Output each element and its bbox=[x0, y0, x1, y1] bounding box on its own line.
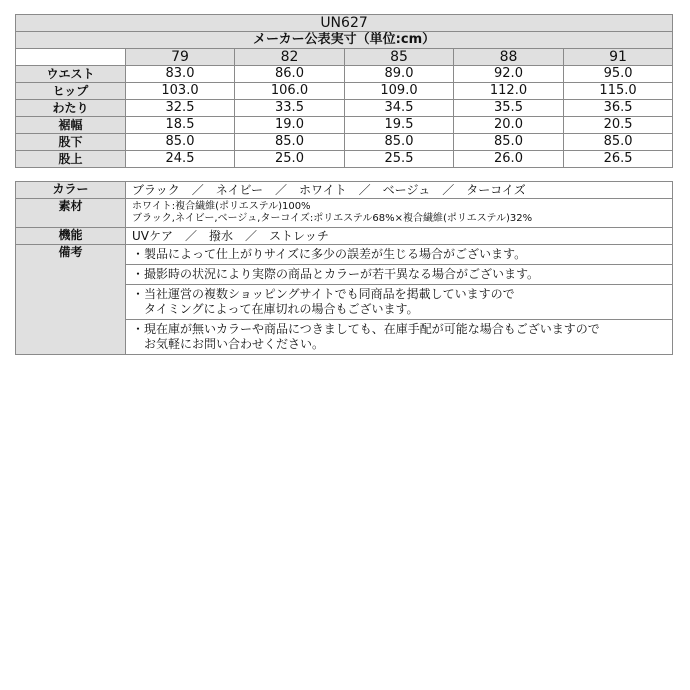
size-header: 85 bbox=[345, 49, 454, 66]
table-cell: 106.0 bbox=[235, 83, 345, 100]
row-label: ヒップ bbox=[16, 83, 126, 100]
function-value: UVケア ／ 撥水 ／ ストレッチ bbox=[126, 228, 673, 245]
material-line: ブラック,ネイビー,ベージュ,ターコイズ:ポリエステル68%×複合繊維(ポリエステル)32% bbox=[132, 213, 533, 224]
note-item bbox=[126, 285, 673, 320]
table-cell: 32.5 bbox=[126, 100, 235, 117]
table-row bbox=[16, 100, 673, 117]
table-cell: 92.0 bbox=[454, 66, 564, 83]
table-cell: 24.5 bbox=[126, 151, 235, 168]
table-cell: 26.5 bbox=[564, 151, 673, 168]
table-cell: 85.0 bbox=[345, 134, 454, 151]
size-table-subtitle: メーカー公表実寸（単位:cm） bbox=[16, 32, 673, 49]
row-label: ウエスト bbox=[16, 66, 126, 83]
note-line: タイミングによって在庫切れの場合もございます。 bbox=[144, 302, 419, 316]
table-cell: 25.0 bbox=[235, 151, 345, 168]
table-cell: 19.0 bbox=[235, 117, 345, 134]
note-line: ・製品によって仕上がりサイズに多少の誤差が生じる場合がございます。 bbox=[132, 247, 527, 261]
row-label: 裾幅 bbox=[16, 117, 126, 134]
function-label: 機能 bbox=[16, 228, 126, 245]
table-cell: 25.5 bbox=[345, 151, 454, 168]
note-item bbox=[126, 245, 673, 265]
table-cell: 85.0 bbox=[454, 134, 564, 151]
table-cell: 103.0 bbox=[126, 83, 235, 100]
table-cell: 115.0 bbox=[564, 83, 673, 100]
note-line: ・当社運営の複数ショッピングサイトでも同商品を掲載していますので bbox=[132, 287, 515, 301]
table-cell: 35.5 bbox=[454, 100, 564, 117]
material-line: ホワイト:複合繊維(ポリエステル)100% bbox=[132, 201, 311, 212]
table-cell: 89.0 bbox=[345, 66, 454, 83]
table-row bbox=[16, 83, 673, 100]
size-header: 82 bbox=[235, 49, 345, 66]
color-label: カラー bbox=[16, 182, 126, 199]
table-cell: 26.0 bbox=[454, 151, 564, 168]
material-label: 素材 bbox=[16, 199, 126, 228]
size-header: 88 bbox=[454, 49, 564, 66]
note-item bbox=[126, 265, 673, 285]
color-value: ブラック ／ ネイビー ／ ホワイト ／ ベージュ ／ ターコイズ bbox=[126, 182, 673, 199]
table-cell: 20.5 bbox=[564, 117, 673, 134]
table-cell: 112.0 bbox=[454, 83, 564, 100]
table-cell: 83.0 bbox=[126, 66, 235, 83]
table-cell: 109.0 bbox=[345, 83, 454, 100]
model-number: UN627 bbox=[16, 15, 673, 32]
table-row bbox=[16, 134, 673, 151]
table-cell: 18.5 bbox=[126, 117, 235, 134]
corner-cell bbox=[16, 49, 126, 66]
row-label: 股上 bbox=[16, 151, 126, 168]
table-row bbox=[16, 182, 673, 199]
table-cell: 85.0 bbox=[126, 134, 235, 151]
table-row bbox=[16, 117, 673, 134]
table-cell: 85.0 bbox=[564, 134, 673, 151]
table-row bbox=[16, 199, 673, 228]
table-cell: 19.5 bbox=[345, 117, 454, 134]
note-line: ・撮影時の状況により実際の商品とカラーが若干異なる場合がございます。 bbox=[132, 267, 540, 281]
note-line: お気軽にお問い合わせください。 bbox=[144, 337, 325, 351]
table-cell: 86.0 bbox=[235, 66, 345, 83]
material-value bbox=[126, 199, 673, 228]
row-label: わたり bbox=[16, 100, 126, 117]
size-header: 79 bbox=[126, 49, 235, 66]
table-row bbox=[16, 151, 673, 168]
size-header: 91 bbox=[564, 49, 673, 66]
table-cell: 34.5 bbox=[345, 100, 454, 117]
table-cell: 33.5 bbox=[235, 100, 345, 117]
note-item bbox=[126, 320, 673, 355]
table-row bbox=[16, 66, 673, 83]
table-cell: 36.5 bbox=[564, 100, 673, 117]
size-table bbox=[15, 14, 673, 168]
note-line: ・現在庫が無いカラーや商品につきましても、在庫手配が可能な場合もございますので bbox=[132, 322, 600, 336]
row-label: 股下 bbox=[16, 134, 126, 151]
product-info-table bbox=[15, 181, 673, 355]
table-row bbox=[16, 245, 673, 265]
table-cell: 85.0 bbox=[235, 134, 345, 151]
table-cell: 20.0 bbox=[454, 117, 564, 134]
table-row bbox=[16, 228, 673, 245]
notes-label: 備考 bbox=[16, 245, 126, 355]
table-cell: 95.0 bbox=[564, 66, 673, 83]
